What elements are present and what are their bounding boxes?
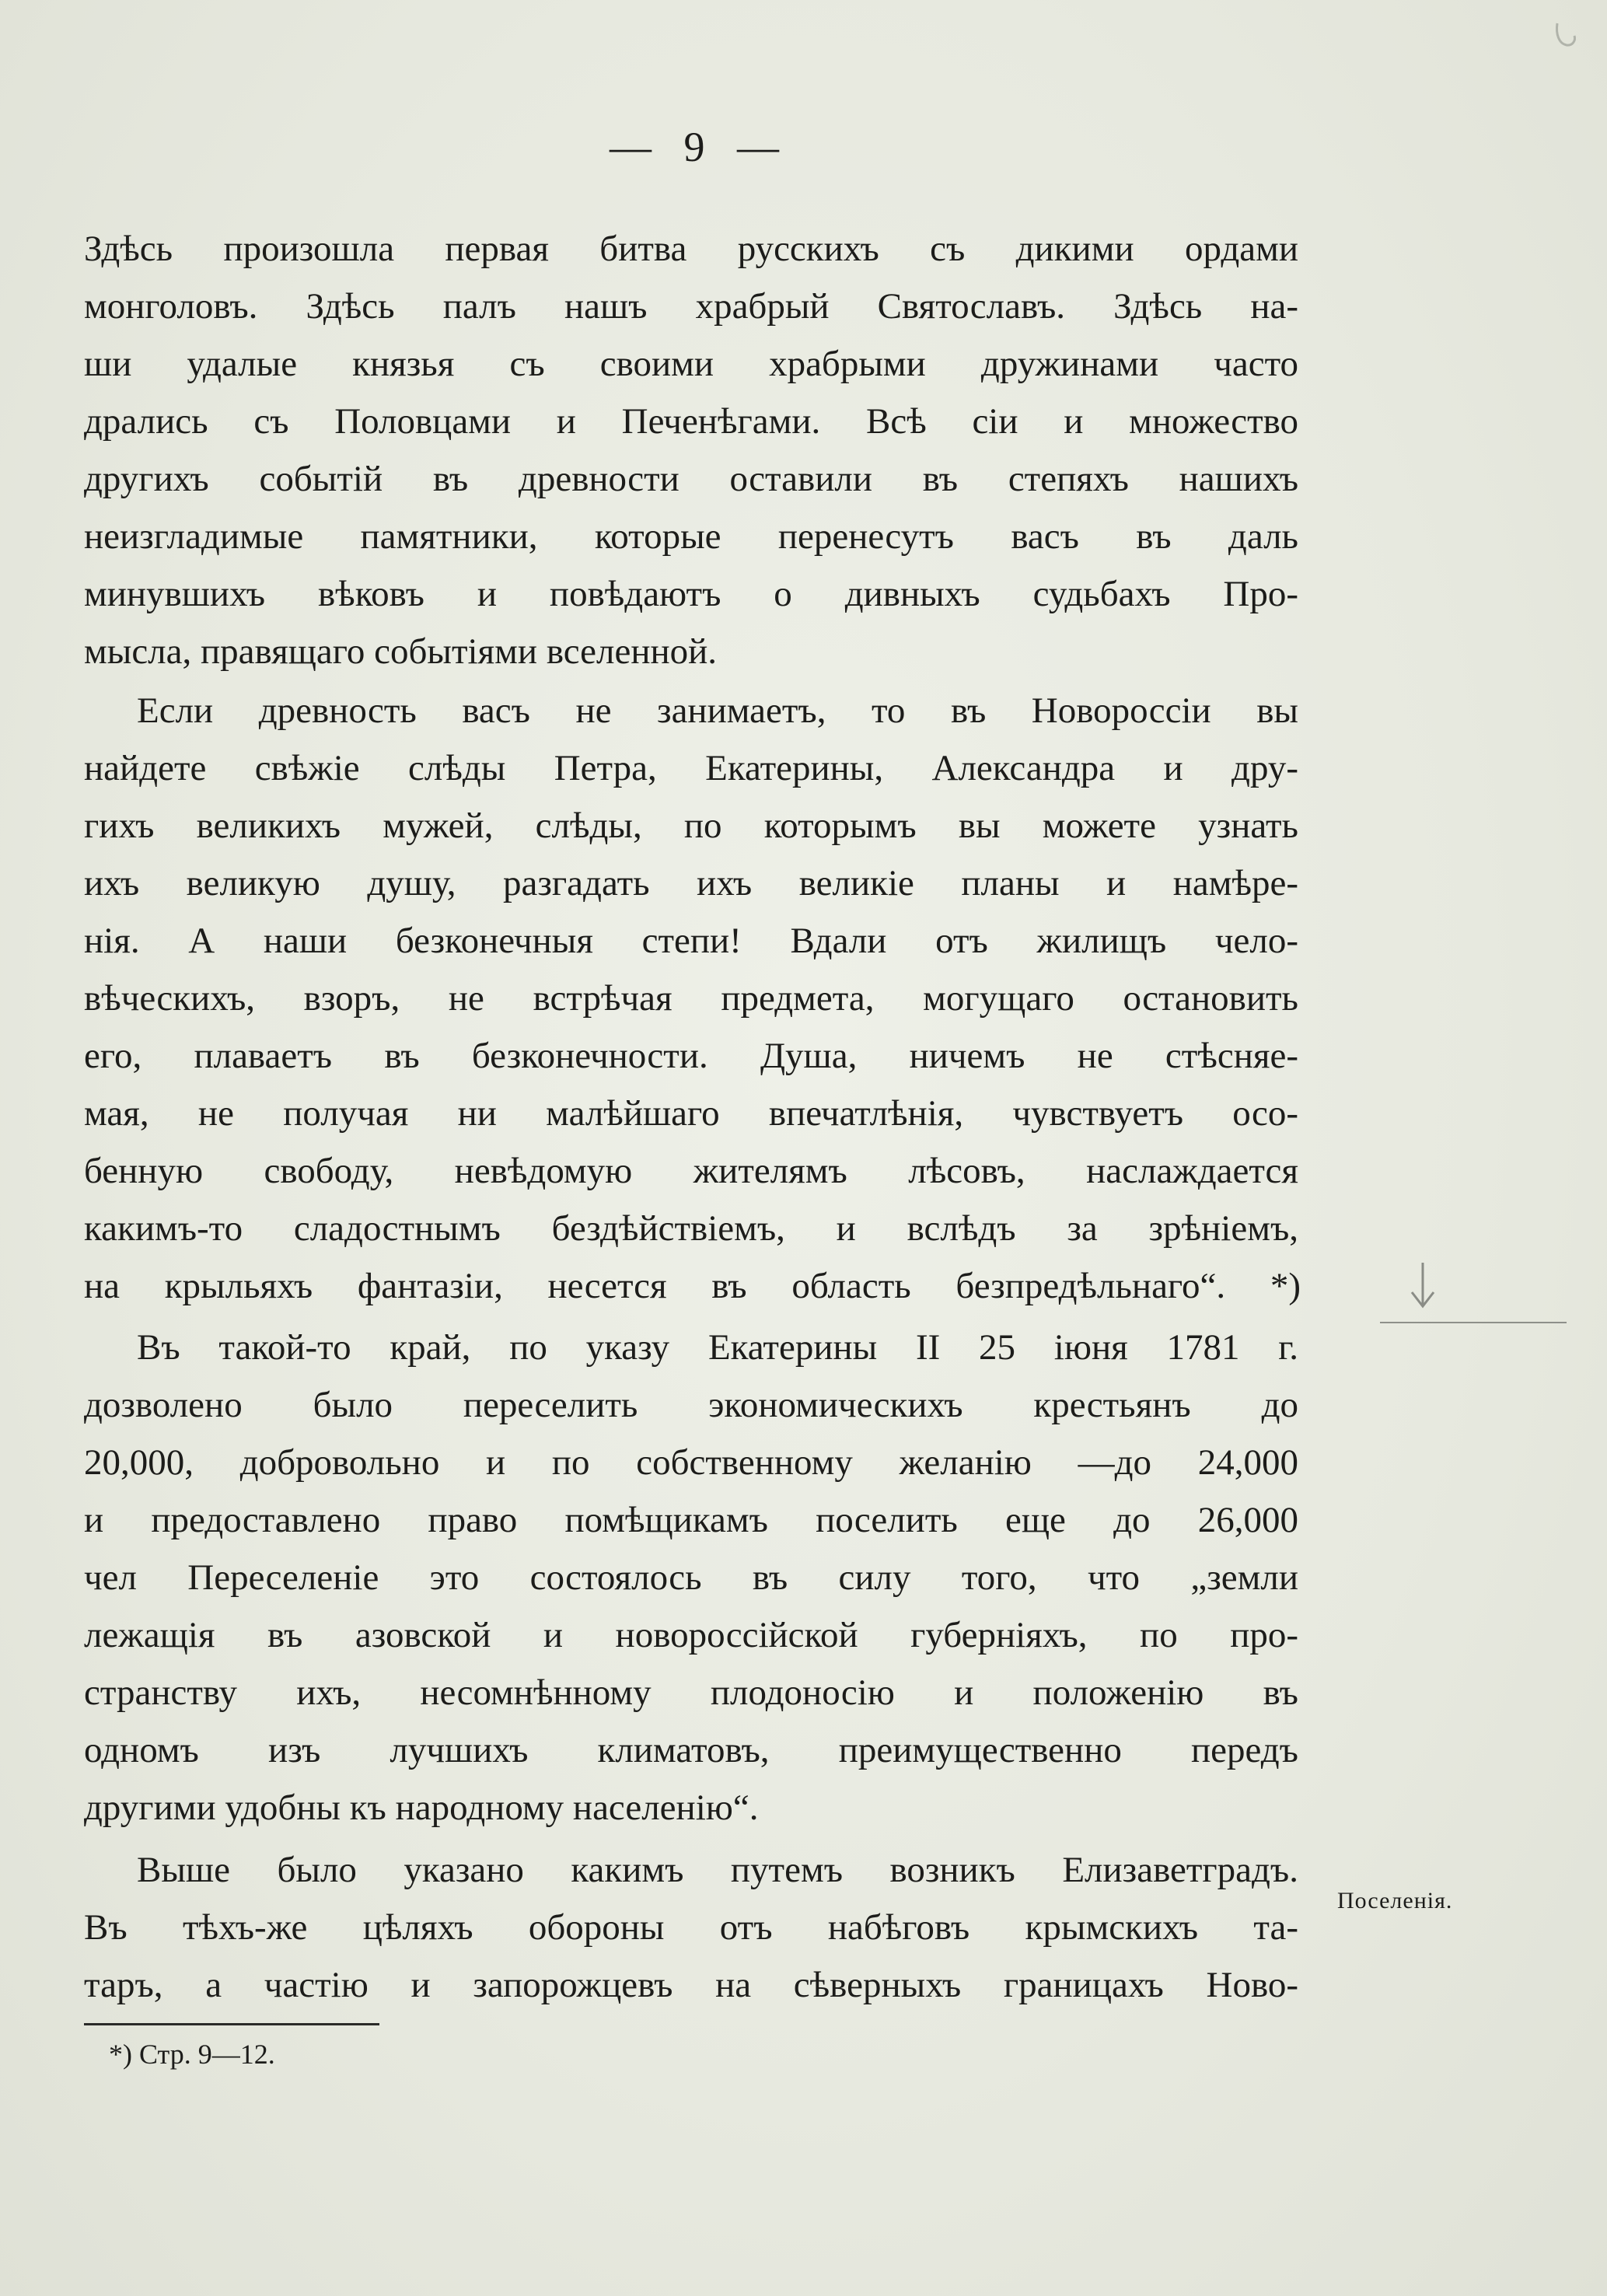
text-line-12: ихъ великую душу, разгадать ихъ великіе планы и намѣре- bbox=[84, 863, 1298, 903]
text-line-16: мая, не получая ни малѣйшаго впечатлѣнія, чувствуетъ осо- bbox=[84, 1093, 1298, 1134]
page-number: — 9 — bbox=[610, 124, 790, 170]
text-line-3: ши удалые князья съ своими храбрыми дружинами часто bbox=[84, 344, 1298, 384]
text-line-19: на крыльяхъ фантазіи, несется въ область безпредѣльнаго“. *) bbox=[84, 1266, 1301, 1306]
text-line-26: странству ихъ, несомнѣнному плодоносію и положенію въ bbox=[84, 1672, 1298, 1713]
text-line-2: монголовъ. Здѣсь палъ нашъ храбрый Святославъ. Здѣсь на- bbox=[84, 286, 1298, 327]
footnote-divider bbox=[84, 2023, 379, 2025]
text-line-17: бенную свободу, невѣдомую жителямъ лѣсовъ, наслаждается bbox=[84, 1151, 1298, 1191]
text-line-5: другихъ событій въ древности оставили въ степяхъ нашихъ bbox=[84, 459, 1298, 499]
text-line-20: Въ такой-то край, по указу Екатерины II 25 іюня 1781 г. bbox=[137, 1327, 1298, 1368]
text-line-27: одномъ изъ лучшихъ климатовъ, преимущественно передъ bbox=[84, 1730, 1298, 1770]
text-line-8: мысла, правящаго событіями вселенной. bbox=[84, 631, 718, 672]
text-line-29: Выше было указано какимъ путемъ возникъ Елизаветградъ. bbox=[137, 1850, 1298, 1890]
pencil-margin-line bbox=[1380, 1322, 1567, 1323]
text-line-1: Здѣсь произошла первая битва русскихъ съ дикими ордами bbox=[84, 229, 1298, 269]
text-line-9: Если древность васъ не занимаетъ, то въ Новороссіи вы bbox=[137, 690, 1298, 731]
text-line-14: вѣческихъ, взоръ, не встрѣчая предмета, могущаго остановить bbox=[84, 978, 1298, 1019]
margin-note: Поселенія. bbox=[1337, 1888, 1453, 1913]
text-line-25: лежащія въ азовской и новороссійской губерніяхъ, по про- bbox=[84, 1615, 1298, 1655]
text-line-6: неизгладимые памятники, которые перенесутъ васъ въ даль bbox=[84, 516, 1298, 557]
text-line-28: другими удобны къ народному населенію“. bbox=[84, 1788, 759, 1828]
text-line-4: дрались съ Половцами и Печенѣгами. Всѣ сіи и множество bbox=[84, 401, 1298, 442]
footnote: *) Стр. 9—12. bbox=[109, 2039, 275, 2070]
text-line-13: нія. А наши безконечныя степи! Вдали отъ жилищъ чело- bbox=[84, 921, 1298, 961]
pencil-corner-mark bbox=[1551, 17, 1582, 56]
text-line-31: таръ, а частію и запорожцевъ на сѣверныхъ границахъ Ново- bbox=[84, 1965, 1298, 2005]
text-line-23: и предоставлено право помѣщикамъ поселить еще до 26,000 bbox=[84, 1500, 1298, 1540]
text-line-30: Въ тѣхъ-же цѣляхъ обороны отъ набѣговъ крымскихъ та- bbox=[84, 1907, 1298, 1948]
pencil-arrow-icon bbox=[1399, 1260, 1446, 1314]
text-line-24: чел Переселеніе это состоялось въ силу того, что „земли bbox=[84, 1557, 1298, 1598]
text-line-15: его, плаваетъ въ безконечности. Душа, ничемъ не стѣсняе- bbox=[84, 1036, 1298, 1076]
text-line-7: минувшихъ вѣковъ и повѣдаютъ о дивныхъ судьбахъ Про- bbox=[84, 574, 1298, 614]
text-line-10: найдете свѣжіе слѣды Петра, Екатерины, Александра и дру- bbox=[84, 748, 1298, 788]
text-line-18: какимъ-то сладостнымъ бездѣйствіемъ, и вслѣдъ за зрѣніемъ, bbox=[84, 1208, 1298, 1249]
text-line-22: 20,000, добровольно и по собственному желанію —до 24,000 bbox=[84, 1442, 1298, 1483]
text-line-21: дозволено было переселить экономическихъ крестьянъ до bbox=[84, 1385, 1298, 1425]
text-line-11: гихъ великихъ мужей, слѣды, по которымъ вы можете узнать bbox=[84, 806, 1298, 846]
